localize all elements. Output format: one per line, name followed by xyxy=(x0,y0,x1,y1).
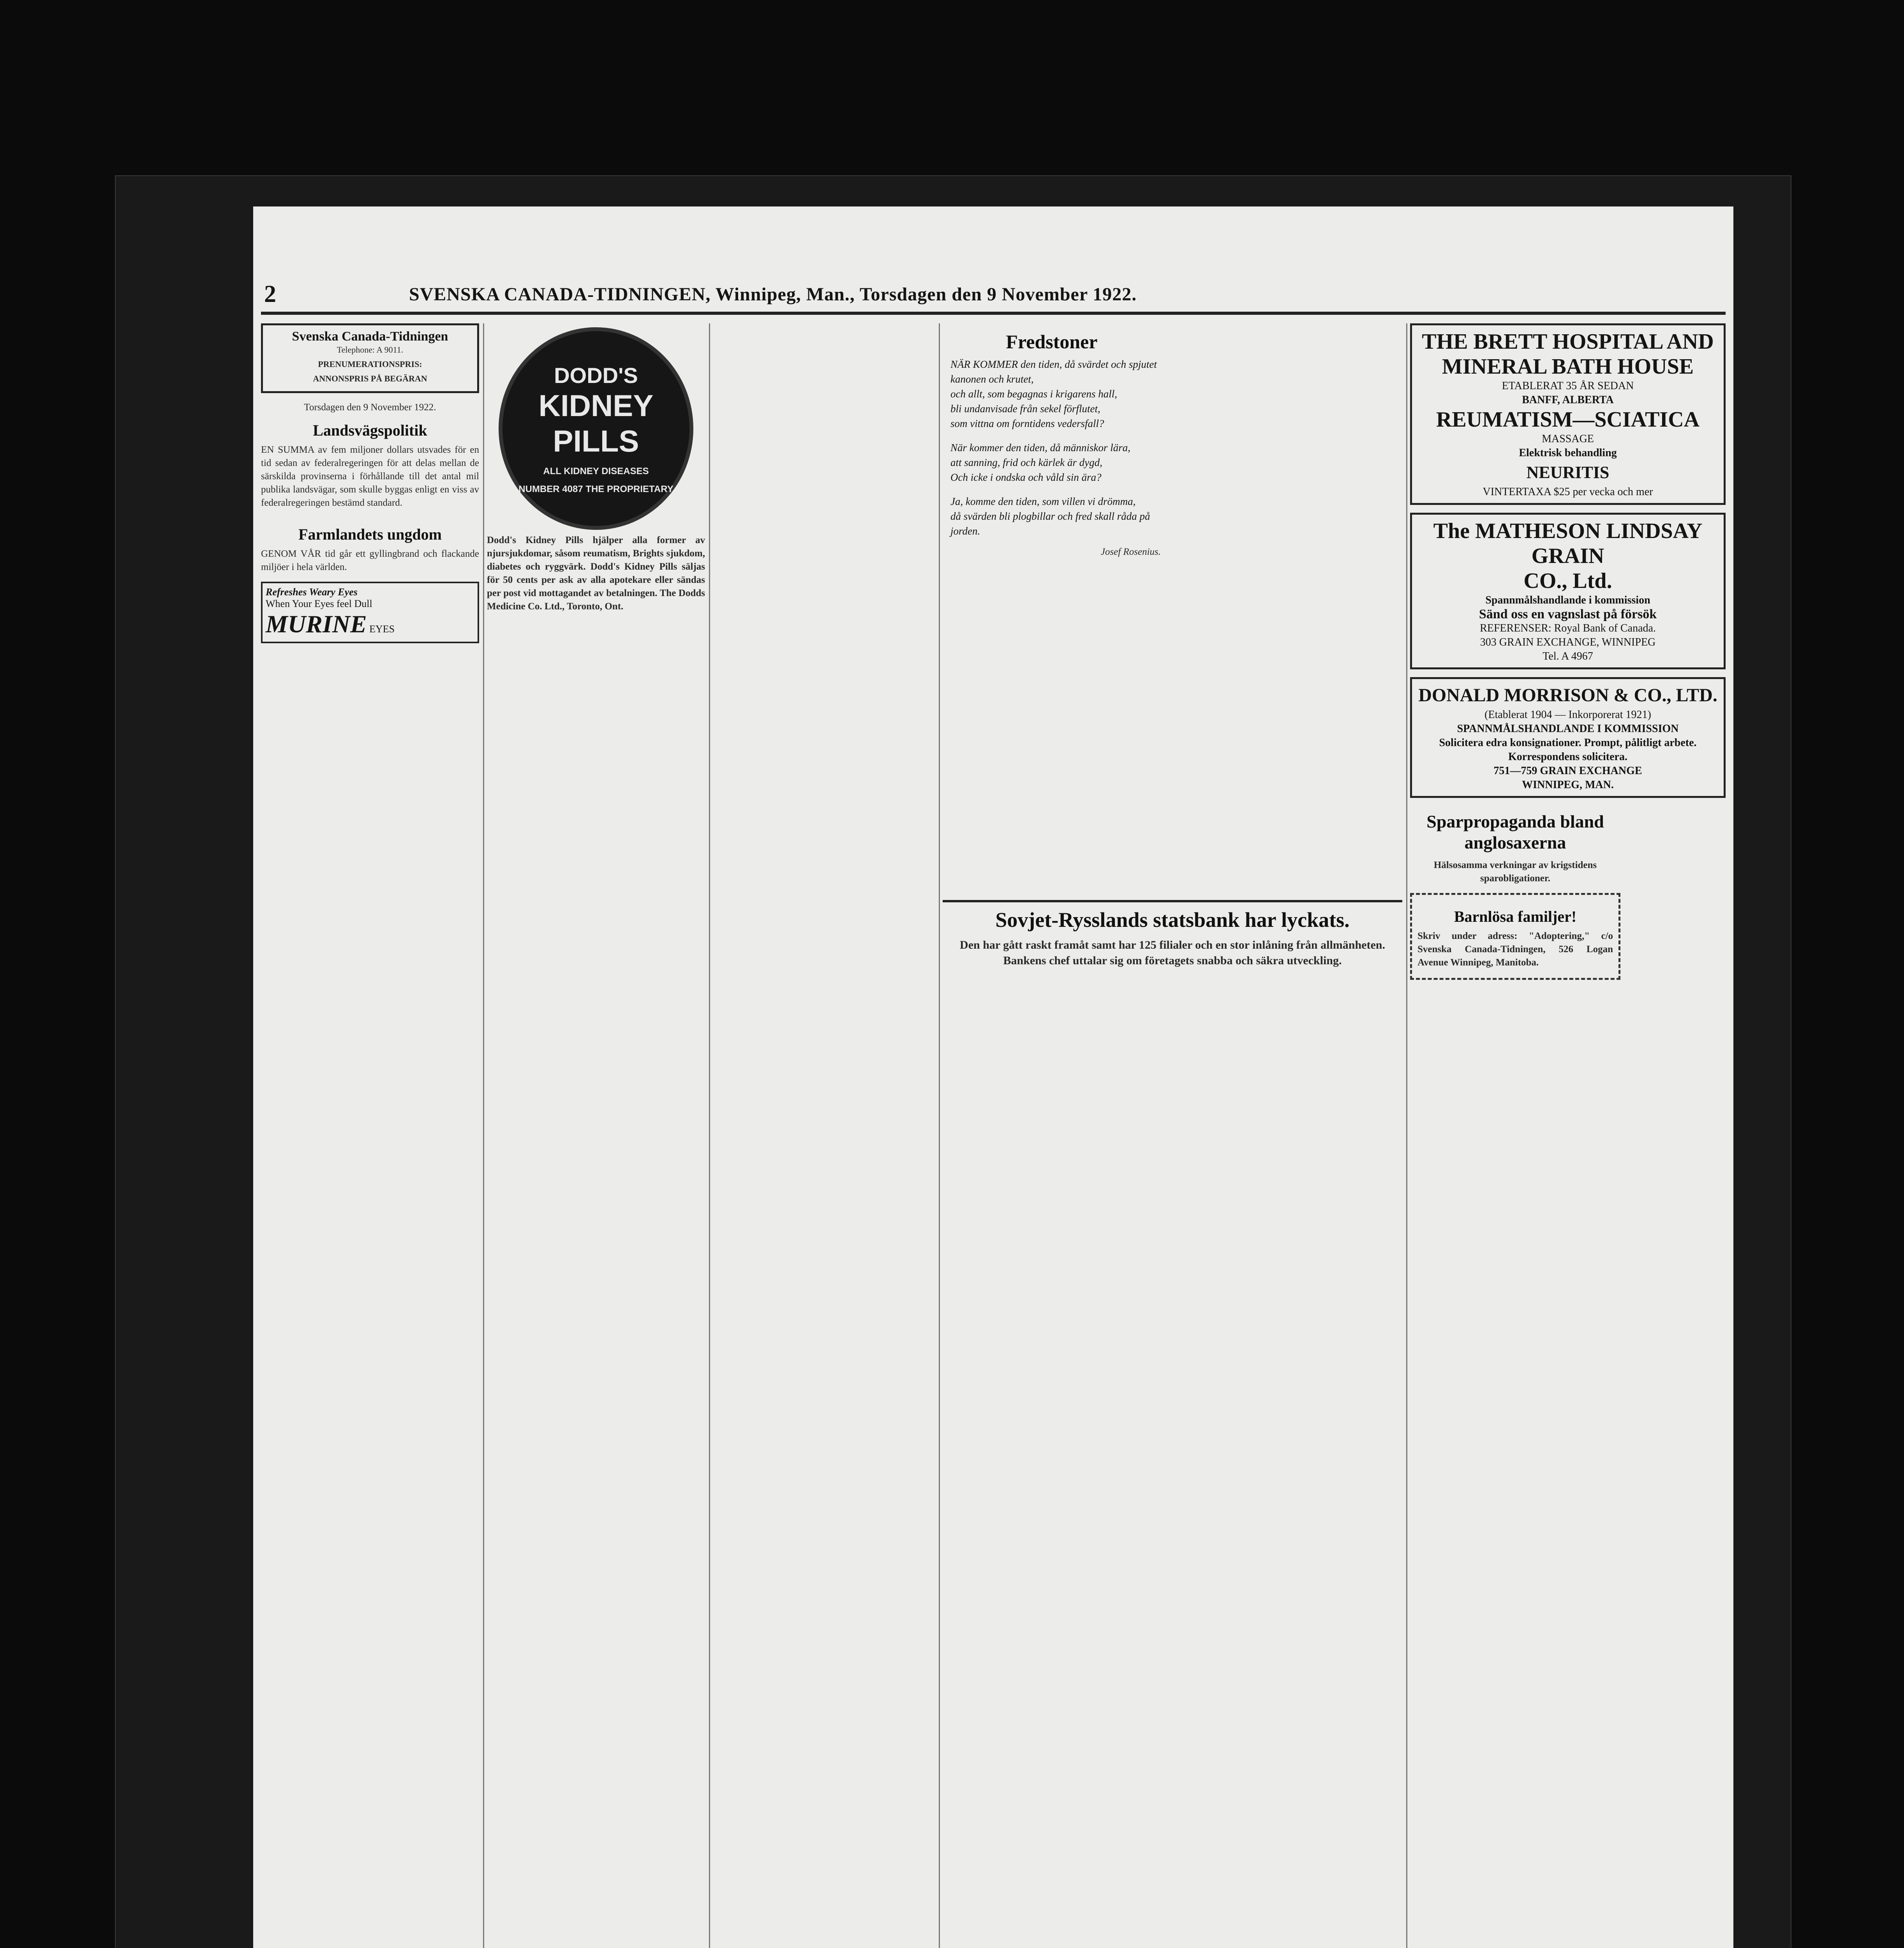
murine-ad xyxy=(261,582,479,643)
masthead-title: Svenska Canada-Tidningen xyxy=(292,329,448,344)
poem-line: NÄR KOMMER den tiden, då svärdet och spjutet xyxy=(950,358,1157,370)
article-lead-farmlandets-ungdom: GENOM VÅR tid går ett gyllingbrand och flackande miljöer i hela världen. xyxy=(261,549,479,572)
page-header xyxy=(261,281,1726,312)
dodds-can-bottom: NUMBER 4087 THE PROPRIETARY xyxy=(518,483,673,494)
date-line: Torsdagen den 9 November 1922. xyxy=(304,402,436,413)
column-divider xyxy=(709,323,710,1948)
poem-line: att sanning, frid och kärlek är dygd, xyxy=(950,457,1102,468)
murine-line2: When Your Eyes feel Dull xyxy=(266,598,372,609)
poem-line: kanonen och krutet, xyxy=(950,373,1034,385)
morrison-address: 751—759 GRAIN EXCHANGE xyxy=(1493,765,1642,777)
morrison-line3: Solicitera edra konsignationer. Prompt, pålitligt arbete. xyxy=(1439,737,1697,749)
brett-sub3: NEURITIS xyxy=(1526,463,1610,482)
masthead-ads-heading: ANNONSPRIS PÅ BEGÄRAN xyxy=(313,374,427,383)
poem-line: bli undanvisade från sekel förflutet, xyxy=(950,403,1100,415)
column-divider xyxy=(939,323,940,1948)
column-ads xyxy=(1410,323,1726,1948)
matheson-address: 303 GRAIN EXCHANGE, WINNIPEG xyxy=(1480,636,1656,648)
article-title-landsvagspolitik: Landsvägspolitik xyxy=(313,422,427,439)
matheson-tagline: Spannmålshandlande i kommission xyxy=(1485,594,1650,606)
poem-line: och allt, som begagnas i krigarens hall, xyxy=(950,388,1117,400)
brett-line1: THE BRETT HOSPITAL AND xyxy=(1422,330,1714,354)
poem-line: Och icke i ondska och våld sin ära? xyxy=(950,471,1102,483)
morrison-line1: DONALD MORRISON & CO., LTD. xyxy=(1418,685,1717,706)
matheson-reference: REFERENSER: Royal Bank of Canada. xyxy=(1480,622,1656,634)
brett-line2: MINERAL BATH HOUSE xyxy=(1442,355,1694,379)
murine-brand-sub: EYES xyxy=(369,623,395,635)
column-1 xyxy=(261,323,479,1948)
article-subtitle-sovjet: Den har gått raskt framåt samt har 125 filialer och en stor inlåning från allmänheten. Bankens chef uttalar sig om företagets snabba och säkra utveckling. xyxy=(960,939,1385,967)
newspaper-page xyxy=(253,206,1733,1948)
dodds-pill-box-image xyxy=(499,327,693,530)
matheson-line1: The MATHESON LINDSAY GRAIN xyxy=(1433,519,1703,568)
morrison-ad xyxy=(1410,677,1726,798)
poem-line: Ja, komme den tiden, som villen vi drömma, xyxy=(950,496,1136,507)
column-3 xyxy=(713,323,935,1948)
brett-rates: VINTERTAXA $25 per vecka och mer xyxy=(1483,486,1653,498)
poem-author: Josef Rosenius. xyxy=(1100,547,1161,557)
poem-line: När kommer den tiden, då människor lära, xyxy=(950,442,1130,453)
morrison-tagline: SPANNMÅLSHANDLANDE I KOMMISSION xyxy=(1457,723,1679,735)
fredstoner-poem xyxy=(950,357,1161,538)
column-2 xyxy=(487,323,705,1948)
article-title-fredstoner: Fredstoner xyxy=(1006,331,1098,353)
sovjet-article xyxy=(943,900,1402,972)
column-divider xyxy=(1406,323,1407,1948)
article-title-farmlandets-ungdom: Farmlandets ungdom xyxy=(298,526,442,543)
sovjet-rule xyxy=(943,900,1402,902)
matheson-line2: CO., Ltd. xyxy=(1523,569,1612,593)
masthead-telephone: Telephone: A 9011. xyxy=(337,345,404,355)
column-divider xyxy=(483,323,484,1948)
brett-location: BANFF, ALBERTA xyxy=(1522,394,1614,406)
dodds-can-line2: KIDNEY xyxy=(538,388,654,423)
dodds-can-line3: PILLS xyxy=(553,423,639,458)
poem-line: som vittna om forntidens vedersfall? xyxy=(950,418,1104,429)
sparpropaganda-article xyxy=(1410,806,1620,980)
matheson-tel: Tel. A 4967 xyxy=(1543,650,1593,662)
brett-ad xyxy=(1410,323,1726,505)
murine-line1: Refreshes Weary Eyes xyxy=(266,586,358,598)
morrison-line4: Korrespondens solicitera. xyxy=(1508,751,1627,763)
masthead-box xyxy=(261,323,479,393)
dodds-can-ring: ALL KIDNEY DISEASES xyxy=(543,466,649,476)
matheson-ad xyxy=(1410,513,1726,669)
article-lead-landsvagspolitik: EN SUMMA av fem miljoner dollars utsvades för en tid sedan av federalregeringen för att delas mellan de särskilda provinserna i förhållande till det antal mil publika landsvägar, som skulle byggas enligt en viss av federalregeringen bestämd standard. xyxy=(261,445,479,508)
dodds-can-line1: DODD'S xyxy=(554,363,638,388)
article-title-barnlosa: Barnlösa familjer! xyxy=(1454,908,1577,925)
narrow-column xyxy=(1628,806,1722,980)
dodds-ad-text: Dodd's Kidney Pills hjälper alla former av njursjukdomar, såsom reumatism, Brights sjukdom, diabetes och ryggvärk. Dodd's Kidney Pills säljas för 50 cents per ask av alla apotekare eller sändas per post vid mottagandet av betalningen. The Dodds Medicine Co. Ltd., Toronto, Ont. xyxy=(487,535,705,612)
brett-sub1: MASSAGE xyxy=(1542,433,1594,445)
morrison-city: WINNIPEG, MAN. xyxy=(1522,779,1614,791)
page-header-text: SVENSKA CANADA-TIDNINGEN, Winnipeg, Man., Torsdagen den 9 November 1922. xyxy=(409,284,1137,305)
barnlosa-contact: Skriv under adress: "Adoptering," c/o Svenska Canada-Tidningen, 526 Logan Avenue Winnipeg, Manitoba. xyxy=(1417,931,1613,968)
brett-headline: REUMATISM—SCIATICA xyxy=(1436,408,1700,432)
barnlosa-notice xyxy=(1410,893,1620,980)
header-rule xyxy=(261,312,1726,315)
article-subtitle-sparpropaganda: Hälsosamma verkningar av krigstidens sparobligationer. xyxy=(1433,860,1597,884)
page-number: 2 xyxy=(264,281,276,307)
brett-sub2: Elektrisk behandling xyxy=(1519,447,1617,459)
column-4 xyxy=(943,323,1161,892)
sparpropaganda-area xyxy=(1410,806,1726,980)
brett-established: ETABLERAT 35 ÅR SEDAN xyxy=(1502,380,1634,392)
article-title-sovjet: Sovjet-Rysslands statsbank har lyckats. xyxy=(995,908,1350,932)
murine-brand: MURINE xyxy=(266,610,367,638)
masthead-prices-heading: PRENUMERATIONSPRIS: xyxy=(318,359,422,369)
article-title-sparpropaganda: Sparpropaganda bland anglosaxerna xyxy=(1426,812,1604,852)
morrison-established: (Etablerat 1904 — Inkorporerat 1921) xyxy=(1484,709,1651,721)
poem-line: då svärden bli plogbillar och fred skall råda på jorden. xyxy=(950,510,1150,537)
matheson-cta: Sänd oss en vagnslast på försök xyxy=(1479,607,1657,621)
